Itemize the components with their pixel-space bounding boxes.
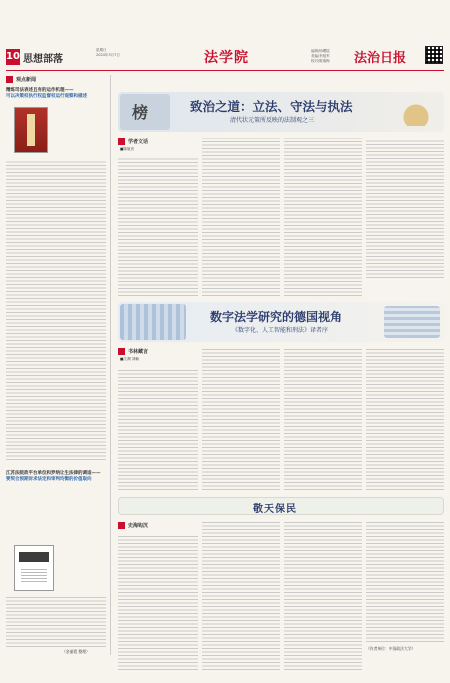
article-body-text [284, 348, 362, 490]
editor-line: 编辑/杨曙铭 [311, 49, 330, 53]
article-banner [118, 497, 444, 515]
editor-credits [311, 49, 351, 64]
column-tag [118, 138, 198, 145]
book-cover-image [14, 545, 54, 591]
article-title: 数字法学研究的德国视角 [210, 310, 343, 324]
editor-line: 校对/陈瑞梅 [311, 59, 330, 63]
tag-square-icon [118, 348, 125, 355]
article-body-text [118, 536, 198, 670]
article-body-text [118, 158, 198, 296]
date-line: 星期日 [96, 48, 107, 52]
article-title: 致治之道：立法、守法与执法 [190, 99, 353, 114]
article-body-text [366, 348, 444, 490]
page-number: 10 [6, 49, 20, 65]
tag-label: 学者文话 [128, 139, 149, 145]
book-cover-image [14, 107, 48, 153]
header-rule [6, 70, 444, 71]
article-byline [118, 522, 198, 529]
article-body-text [284, 138, 362, 296]
article-subtitle: 清代状元策所反映的法制观之三 [230, 117, 315, 124]
left-subheadline: 可以决策权执行权监督权运行观察和描述 [6, 94, 87, 99]
article-subtitle: 《数字化、人工智能和刑法》译者序 [232, 327, 329, 334]
masthead [6, 47, 444, 69]
article-body-text [284, 522, 362, 670]
column-tag [118, 522, 198, 529]
tag-label: 书林藏言 [128, 349, 149, 355]
tag-square-icon [6, 76, 13, 83]
article-body-text [202, 348, 280, 490]
banner-character: 榜 [132, 103, 149, 122]
article-byline [118, 138, 198, 152]
article-body-text [202, 138, 280, 296]
date-line: 2024年3月7日 [96, 53, 120, 57]
banner-decoration [396, 96, 436, 126]
article-body-text [366, 522, 444, 642]
date-box [96, 48, 156, 58]
left-second-article [6, 467, 106, 483]
banner-decoration [384, 306, 440, 338]
article-body-text [366, 138, 444, 278]
newspaper-logo: 法治日报 [354, 51, 407, 66]
column-tag [118, 348, 198, 355]
banner-decoration [120, 304, 186, 340]
author-affiliation: （作者单位：中国政法大学） [366, 646, 416, 651]
tag-square-icon [118, 522, 125, 529]
article-body-text [118, 368, 198, 490]
left-column [6, 75, 106, 655]
left-second-headline: 江苏法院政平台单位和罗纳让生法律的调适—— [6, 471, 101, 476]
article-banner [118, 92, 444, 132]
tag-label: 史海钩沉 [128, 523, 149, 529]
editor-line: 美编/李旭军 [311, 54, 330, 58]
author-name: ■江溯 刘畅 [120, 357, 139, 361]
qr-code-icon [425, 46, 443, 64]
column-divider [110, 75, 111, 655]
article-body-text [6, 160, 106, 460]
article-title: 敬天保民 [253, 504, 297, 515]
page-title: 法学院 [204, 50, 249, 66]
tag-label: 观点新闻 [16, 77, 37, 83]
left-column-tag [6, 75, 106, 84]
author-name: ■陈航庆 [120, 147, 135, 151]
article-body-text [6, 595, 106, 647]
tag-square-icon [118, 138, 125, 145]
banner-decoration [120, 94, 170, 130]
article-body-text [202, 522, 280, 670]
article-banner [118, 302, 444, 342]
section-name: 思想部落 [23, 54, 63, 65]
left-headline: 精炼司法表述且有的运作机理—— [6, 88, 74, 93]
left-second-subheadline: 要契合预期诉求法定和审判均衡的价值取向 [6, 477, 92, 482]
article-byline [118, 348, 198, 362]
compiler-credit: （金丽霞 整理） [62, 649, 90, 654]
